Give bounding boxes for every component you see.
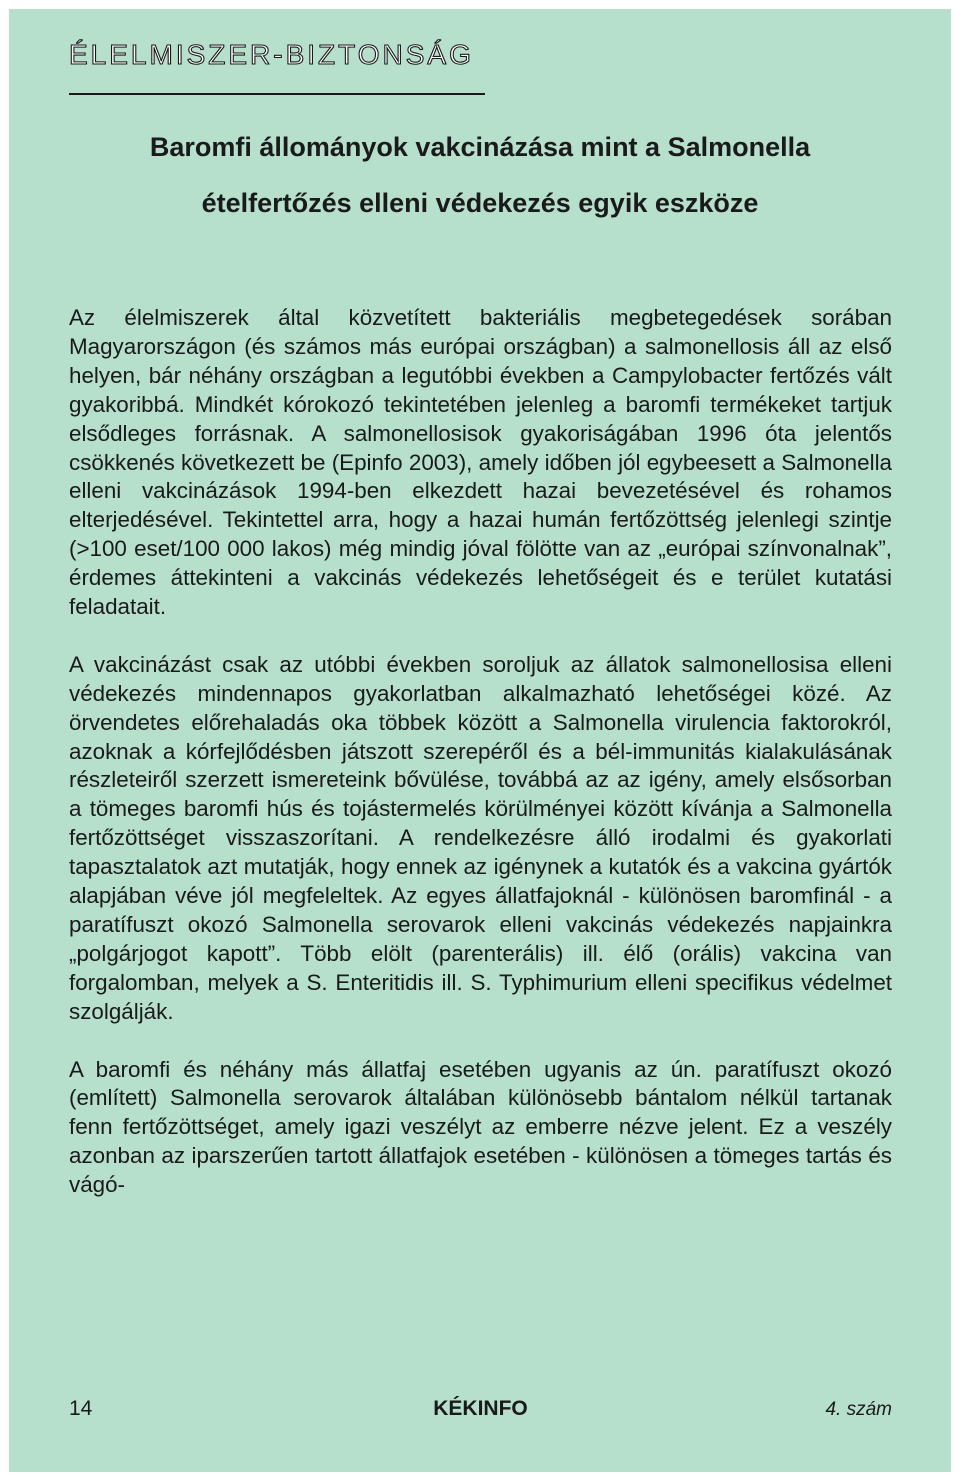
- header-rule: [69, 93, 485, 95]
- title-line-2: ételfertőzés elleni védekezés egyik eszköze: [201, 188, 759, 218]
- paragraph: A vakcinázást csak az utóbbi években soroljuk az állatok salmonellosisa elleni védekezés mindennapos gyakorlatban alkalmazható lehetőségei közé. Az örvendetes előrehaladás oka többek között a Salmonella virulencia faktorokról, azoknak a kórfejlődésben játszott szerepéről és a bél-immunitás kialakulásának részleteiről szerzett ismereteink bővülése, továbbá az az igény, amely elsősorban a tömeges baromfi hús és tojástermelés körülményei között kívánja a Salmonella fertőzöttséget visszaszorítani. A rendelkezésre álló irodalmi és gyakorlati tapasztalatok azt mutatják, hogy ennek az igénynek a kutatók és a vakcina gyártók alapjában véve jól megfeleltek. Az egyes állatfajoknál - különösen baromfinál - a paratífuszt okozó Salmonella serovarok elleni vakcinás védekezés napjainkra „polgárjogot kapott”. Több elölt (parenterális) ill. élő (orális) vakcina van forgalomban, melyek a S. Enteritidis ill. S. Typhimurium elleni specifikus védelmet szolgálják.: [69, 651, 892, 1024]
- paragraph: Az élelmiszerek által közvetített bakteriális megbetegedések sorában Magyarországon (és számos más európai országban) a salmonellosis áll az első helyen, bár néhány országban a legutóbbi években a Campylobacter fertőzés vált gyakoribbá. Mindkét kórokozó tekintetében jelenleg a baromfi termékeket tartjuk elsődleges forrásnak. A salmonellosisok gyakoriságában 1996 óta jelentős csökkenés következett be (Epinfo 2003), amely időben jól egybeesett a Salmonella elleni vakcinázások 1994-ben elkezdett hazai bevezetésével és rohamos elterjedésével. Tekintettel arra, hogy a hazai humán fertőzöttség jelenlegi szintje (>100 eset/100 000 lakos) még mindig jóval fölötte van az „európai színvonalnak”, érdemes áttekinteni a vakcinás védekezés lehetőségeit és e terület kutatási feladatait.: [69, 305, 892, 620]
- article-title: [29, 119, 931, 231]
- title-line-1: Baromfi állományok vakcinázása mint a Salmonella: [149, 132, 811, 162]
- page-footer: [69, 1397, 892, 1427]
- section-header: ÉLELMISZER-BIZTONSÁG: [69, 39, 474, 70]
- paragraph: A baromfi és néhány más állatfaj esetében ugyanis az ún. paratífuszt okozó (említett) Salmonella serovarok általában különösebb bántalom nélkül tartanak fenn fertőzöttséget, amely igazi veszélyt az emberre nézve jelent. Ez a veszély azonban az iparszerűen tartott állatfajok esetében - különösen a tömeges tartás és vágó-: [69, 1056, 892, 1198]
- article-body: [69, 304, 892, 1229]
- page: [9, 9, 951, 1472]
- page-number: 14: [69, 1397, 93, 1420]
- issue-number: 4. szám: [825, 1399, 892, 1420]
- journal-name: KÉKINFO: [433, 1397, 528, 1420]
